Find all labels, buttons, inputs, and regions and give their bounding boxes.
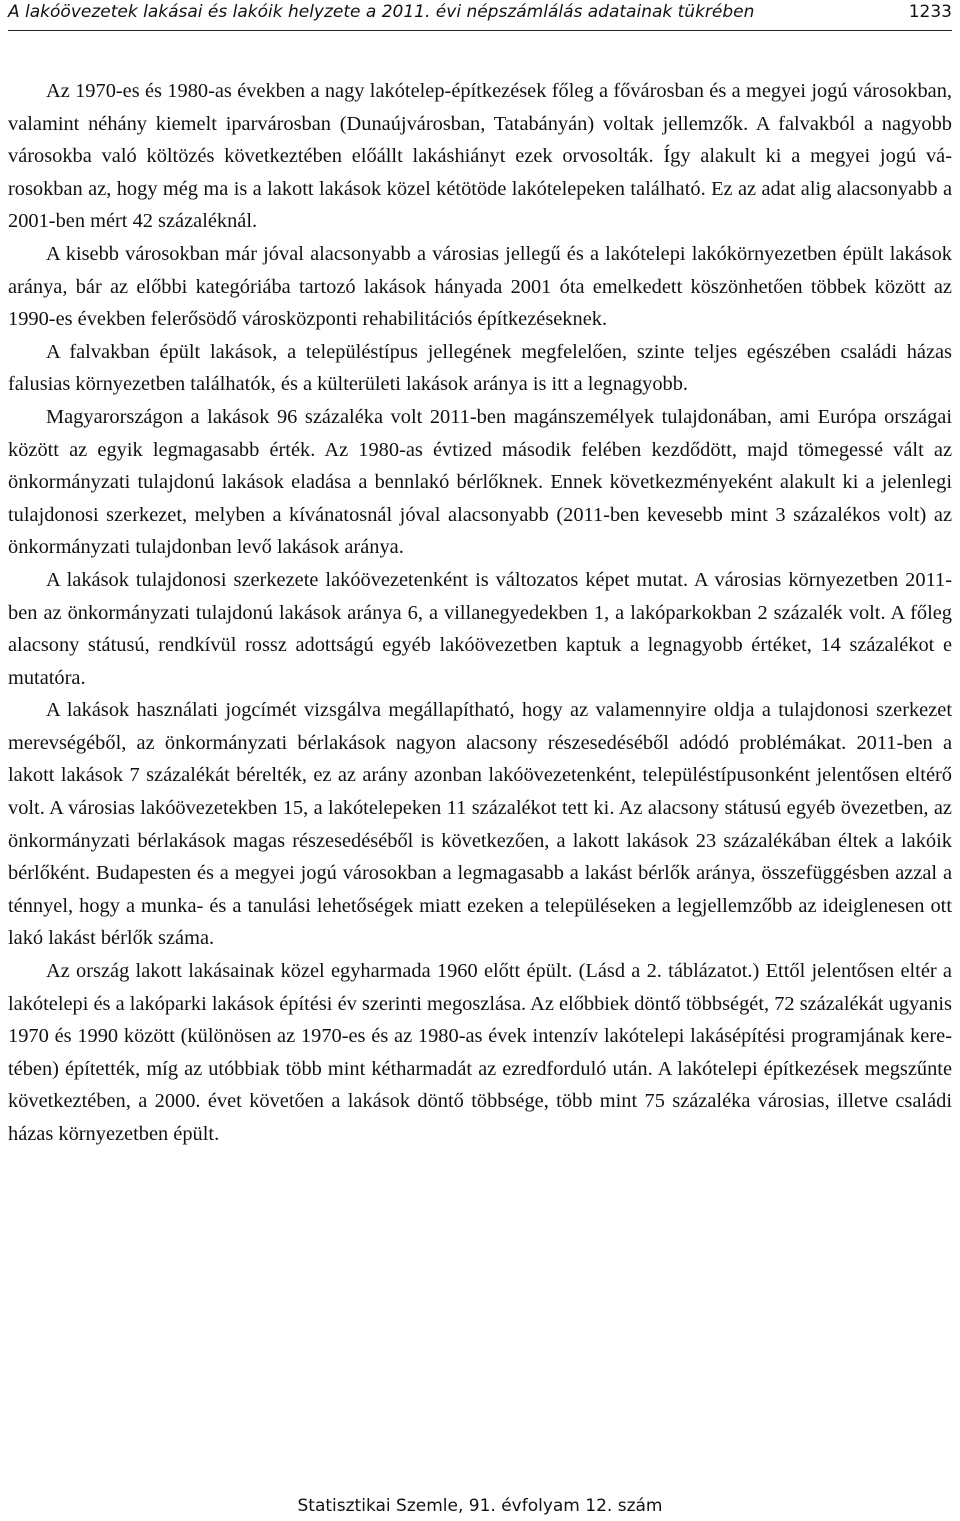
article-body [8, 75, 952, 1151]
paragraph: Az 1970-es és 1980-as években a nagy lakótelep-építkezések főleg a fővárosban és a megyei jogú városokban, valamint néhány kiemelt iparvárosban (Dunaújvárosban, Tatabányán) voltak jellemzők. A falvakból a nagyobb városokba való költözés következtében előállt lakáshiányt ezek orvosolták. Így alakult ki a megyei jogú városokban az, hogy még ma is a lakott lakások közel kétötöde lakótelepeken található. Ez az adat alig alacsonyabb a 2001-ben mért 42 százaléknál. [8, 80, 952, 233]
paragraph: Magyarországon a lakások 96 százaléka volt 2011-ben magánszemélyek tulajdonában, ami Európa országai között az egyik legmagasabb érték. Az 1980-as évtized második felében kezdődött, majd tömegessé vált az önkormányzati tulajdonú lakások eladása a bennlakó bérlőknek. Ennek következményeként alakult ki a jelenlegi tulajdonosi szerkezet, melyben a kívánatosnál jóval alacsonyabb (2011-ben kevesebb mint 3 százalékos volt) az önkormányzati tulajdonban levő lakások aránya. [8, 405, 952, 559]
paragraph: A kisebb városokban már jóval alacsonyabb a városias jellegű és a lakótelepi lakókörnyezetben épült lakások aránya, bár az előbbi kategóriába tartozó lakások hányada 2001 óta emelkedett köszönhetően többek között az 1990-es években felerősödő városközponti rehabilitációs építkezéseknek. [8, 242, 952, 331]
running-header-title: A lakóövezetek lakásai és lakóik helyzete a 2011. évi népszámlálás adatainak tükrében [8, 2, 755, 22]
paragraph: A lakások használati jogcímét vizsgálva megállapítható, hogy az valamennyire oldja a tulajdonosi szerkezet merevségéből, az önkormányzati bérlakások nagyon alacsony részesedéséből adódó problémákat. 2011-ben a lakott lakások 7 százalékát bérelték, ez az arány azonban lakóövezetenként, településtípusonként jelentősen eltérő volt. A városias lakóövezetekben 15, a lakótelepeken 11 százalékot tett ki. Az alacsony státusú egyéb övezetben, az önkormányzati bérlakások magas részesedéséből is következően, a lakott lakások 23 százalékában éltek a lakóik bérlőként. Budapesten és a megyei jogú városokban a legmagasabb a lakást bérlők aránya, összefüggésben azzal a ténnyel, hogy a munka- és a tanulási lehetőségek miatt ezeken a településeken a legjellemzőbb az ideiglenesen ott lakó lakást bérlők száma. [8, 699, 952, 950]
running-header [8, 0, 952, 31]
page-footer: Statisztikai Szemle, 91. évfolyam 12. szám [297, 1496, 663, 1516]
page-number: 1233 [908, 2, 952, 22]
paragraph: A lakások tulajdonosi szerkezete lakóövezetenként is változatos képet mutat. A városias környezetben 2011-ben az önkormányzati tulajdonú lakások aránya 6, a villanegyedekben 1, a lakóparkokban 2 százalék volt. A főleg alacsony státusú, rendkívül rossz adottságú egyéb lakóövezetben kaptuk a legnagyobb értéket, 14 százalékot e mutatóra. [8, 568, 952, 689]
paragraph: Az ország lakott lakásainak közel egyharmada 1960 előtt épült. (Lásd a 2. táblázatot.) Ettől jelentősen eltér a lakótelepi és a lakóparki lakások építési év szerinti megoszlása. Az előbbiek döntő többségét, 72 százalékát ugyanis 1970 és 1990 között (különösen az 1970-es és az 1980-as évek intenzív lakótelepi lakásépítési programjának keretében) építették, míg az utóbbiak több mint kétharmadát az ezredforduló után. A lakótelepi építkezések megszűnte következtében, a 2000. évet követően a lakások döntő többsége, több mint 75 százaléka városias, illetve családi házas környezetben épült. [8, 960, 952, 1145]
paragraph: A falvakban épült lakások, a településtípus jellegének megfelelően, szinte teljes egészében családi házas falusias környezetben találhatók, és a külterületi lakások aránya is itt a legnagyobb. [8, 340, 952, 396]
